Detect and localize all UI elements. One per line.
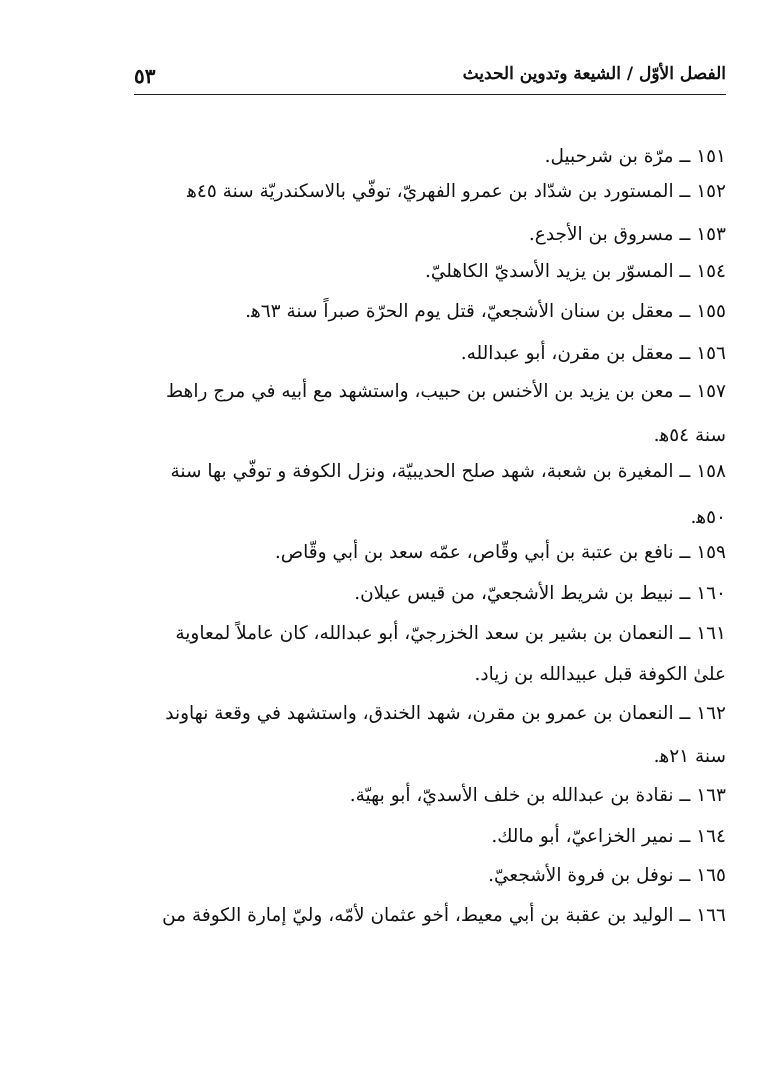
entry-154-line-1: ١٥٤ ــ المسوّر بن يزيد الأسديّ الكاهليّ.: [424, 261, 726, 282]
entry-164-line-1: ١٦٤ ــ نمير الخزاعيّ، أبو مالك.: [491, 826, 726, 847]
entry-list: [134, 0, 726, 1073]
entry-158-line-2: ٥٠ﻫ.: [690, 507, 726, 528]
entry-163-line-1: ١٦٣ ــ نقادة بن عبدالله بن خلف الأسديّ، أبو بهيّة.: [349, 785, 726, 806]
entry-166-line-1: ١٦٦ ــ الوليد بن عقبة بن أبي معيط، أخو عثمان لأمّه، وليّ إمارة الكوفة من: [162, 905, 726, 926]
entry-152-line-1: ١٥٢ ــ المستورد بن شدّاد بن عمرو الفهريّ، توفّي بالاسكندريّة سنة ٤٥ﻫ: [187, 181, 726, 202]
entry-155-line-1: ١٥٥ ــ معقل بن سنان الأشجعيّ، قتل يوم الحرّة صبراً سنة ٦٣ﻫ.: [245, 301, 726, 322]
entry-158-line-1: ١٥٨ ــ المغيرة بن شعبة، شهد صلح الحديبيّة، ونزل الكوفة و توفّي بها سنة: [170, 461, 726, 482]
entry-165-line-1: ١٦٥ ــ نوفل بن فروة الأشجعيّ.: [488, 865, 726, 886]
entry-153-line-1: ١٥٣ ــ مسروق بن الأجدع.: [528, 224, 726, 245]
entry-157-line-2: سنة ٥٤ﻫ.: [653, 425, 726, 446]
entry-160-line-1: ١٦٠ ــ نبيط بن شريط الأشجعيّ، من قيس عيلان.: [354, 583, 726, 604]
entry-161-line-1: ١٦١ ــ النعمان بن بشير بن سعد الخزرجيّ، أبو عبدالله، كان عاملاً لمعاوية: [175, 623, 726, 644]
entry-162-line-1: ١٦٢ ــ النعمان بن عمرو بن مقرن، شهد الخندق، واستشهد في وقعة نهاوند: [165, 703, 726, 724]
page-number: ٥٣: [134, 64, 156, 88]
entry-162-line-2: سنة ٢١ﻫ.: [653, 746, 726, 767]
entry-156-line-1: ١٥٦ ــ معقل بن مقرن، أبو عبدالله.: [460, 343, 726, 364]
running-title: الفصل الأوّل / الشيعة وتدوين الحديث: [462, 64, 726, 84]
entry-161-line-2: علىٰ الكوفة قبل عبيدالله بن زياد.: [474, 664, 726, 685]
entry-159-line-1: ١٥٩ ــ نافع بن عتبة بن أبي وقّاص، عمّه سعد بن أبي وقّاص.: [274, 542, 726, 563]
entry-151-line-1: ١٥١ ــ مرّة بن شرحبيل.: [544, 146, 726, 167]
entry-157-line-1: ١٥٧ ــ معن بن يزيد بن الأخنس بن حبيب، واستشهد مع أبيه في مرج راهط: [166, 381, 726, 402]
